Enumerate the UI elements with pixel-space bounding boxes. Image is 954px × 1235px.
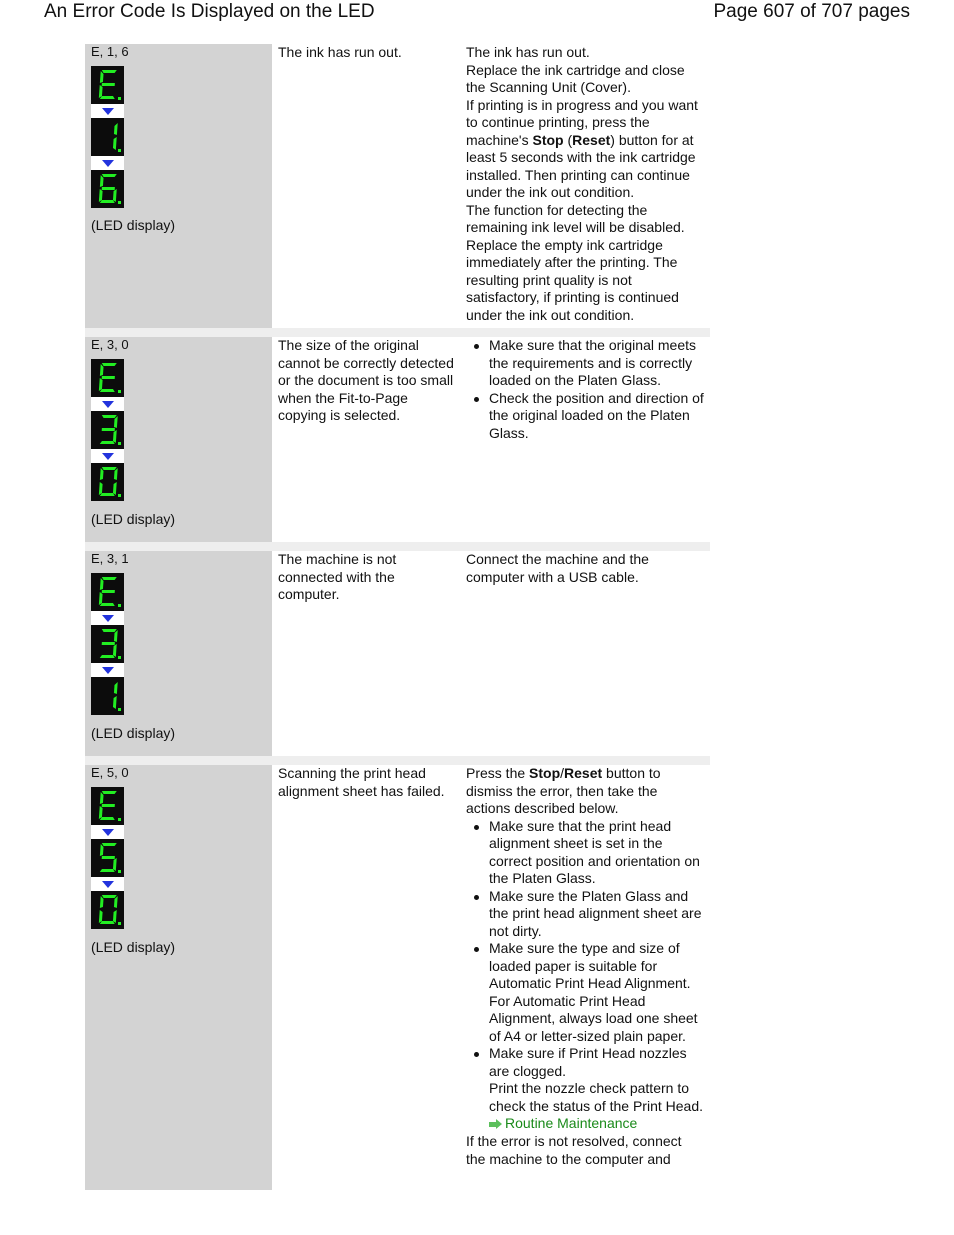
row-divider	[85, 756, 710, 765]
cause-cell	[272, 44, 460, 328]
led-caption: (LED display)	[91, 725, 176, 741]
led-caption: (LED display)	[91, 217, 176, 233]
led-caption: (LED display)	[91, 511, 176, 527]
arrow-down-icon	[91, 663, 124, 677]
action-list	[466, 818, 704, 1134]
cause-cell	[272, 551, 460, 756]
arrow-right-icon	[489, 1119, 503, 1129]
led-digit-3	[91, 625, 124, 663]
reset-button-label: Reset	[564, 765, 603, 781]
stop-button-label: Stop	[532, 131, 564, 148]
stop-button-label: Stop	[529, 765, 561, 781]
action-cell	[460, 551, 710, 756]
error-code: E, 1, 6	[91, 44, 129, 59]
action-text: If printing is in progress and you want to continue printing, press the machine's Stop (Reset) button for at least 5 seconds with the ink cartridge installed. Then printing can continue under the ink out condition.	[466, 96, 698, 200]
led-display	[91, 359, 124, 501]
cause-cell	[272, 337, 460, 542]
page-title: An Error Code Is Displayed on the LED	[44, 1, 375, 22]
row-divider	[85, 328, 710, 337]
error-code: E, 5, 0	[91, 765, 129, 780]
led-digit-5	[91, 839, 124, 877]
led-display	[91, 573, 124, 715]
error-code-table	[85, 44, 710, 1190]
led-digit-e	[91, 787, 124, 825]
action-text: Press the Stop/Reset button to dismiss the error, then take the actions described below.	[466, 765, 661, 816]
error-code: E, 3, 0	[91, 337, 129, 352]
row-divider	[85, 542, 710, 551]
arrow-down-icon	[91, 611, 124, 625]
cause-text: The size of the original cannot be correctly detected or the document is too small when the Fit-to-Page copying is selected.	[278, 337, 454, 423]
arrow-down-icon	[91, 825, 124, 839]
led-display	[91, 66, 124, 208]
table-row	[85, 765, 710, 1190]
action-cell	[460, 44, 710, 328]
reset-button-label: Reset	[572, 131, 611, 148]
page-number: Page 607 of 707 pages	[713, 1, 910, 22]
cause-text: The machine is not connected with the computer.	[278, 551, 397, 602]
code-cell	[85, 765, 272, 1190]
led-digit-e	[91, 573, 124, 611]
action-text: Connect the machine and the computer with a USB cable.	[466, 551, 649, 585]
code-cell	[85, 44, 272, 328]
action-list	[466, 337, 704, 442]
routine-maintenance-link[interactable]: Routine Maintenance	[489, 1115, 637, 1133]
led-digit-0	[91, 891, 124, 929]
list-item: Make sure the Platen Glass and the print head alignment sheet are not dirty.	[489, 888, 704, 941]
action-text: Replace the ink cartridge and close the Scanning Unit (Cover).	[466, 61, 685, 95]
arrow-down-icon	[91, 156, 124, 170]
led-digit-1	[91, 677, 124, 715]
cause-text: The ink has run out.	[278, 44, 402, 60]
list-item: Make sure if Print Head nozzles are clogged. Print the nozzle check pattern to check the status of the Print Head. Routine Maintenance	[489, 1045, 704, 1133]
action-text: The function for detecting the remaining ink level will be disabled. Replace the empty ink cartridge immediately after the printing. The resulting print quality is not satisfactory, if printing is continued under the ink out condition.	[466, 201, 685, 323]
cause-cell	[272, 765, 460, 1190]
note-text: For Automatic Print Head Alignment, always load one sheet of A4 or letter-sized plain paper.	[489, 992, 698, 1044]
arrow-down-icon	[91, 104, 124, 118]
table-row	[85, 551, 710, 756]
action-text: The ink has run out.	[466, 44, 590, 60]
led-digit-1	[91, 118, 124, 156]
led-digit-6	[91, 170, 124, 208]
code-cell	[85, 337, 272, 542]
action-cell	[460, 337, 710, 542]
list-item: Make sure that the print head alignment sheet is set in the correct position and orientation on the Platen Glass.	[489, 818, 704, 888]
led-digit-0	[91, 463, 124, 501]
action-text: If the error is not resolved, connect the machine to the computer and	[466, 1133, 682, 1167]
led-digit-3	[91, 411, 124, 449]
cause-text: Scanning the print head alignment sheet has failed.	[278, 765, 445, 799]
code-cell	[85, 551, 272, 756]
led-caption: (LED display)	[91, 939, 176, 955]
led-digit-e	[91, 66, 124, 104]
error-code: E, 3, 1	[91, 551, 129, 566]
list-item: Make sure the type and size of loaded paper is suitable for Automatic Print Head Alignment. For Automatic Print Head Alignment, always load one sheet of A4 or letter-sized plain paper.	[489, 940, 704, 1045]
table-row	[85, 44, 710, 328]
led-digit-e	[91, 359, 124, 397]
list-item: Check the position and direction of the original loaded on the Platen Glass.	[489, 389, 704, 441]
arrow-down-icon	[91, 877, 124, 891]
action-cell	[460, 765, 710, 1190]
note-text: Print the nozzle check pattern to check the status of the Print Head.	[489, 1080, 704, 1114]
arrow-down-icon	[91, 449, 124, 463]
list-item: Make sure that the original meets the requirements and is correctly loaded on the Platen Glass.	[489, 337, 704, 390]
table-row	[85, 337, 710, 542]
arrow-down-icon	[91, 397, 124, 411]
led-display	[91, 787, 124, 929]
